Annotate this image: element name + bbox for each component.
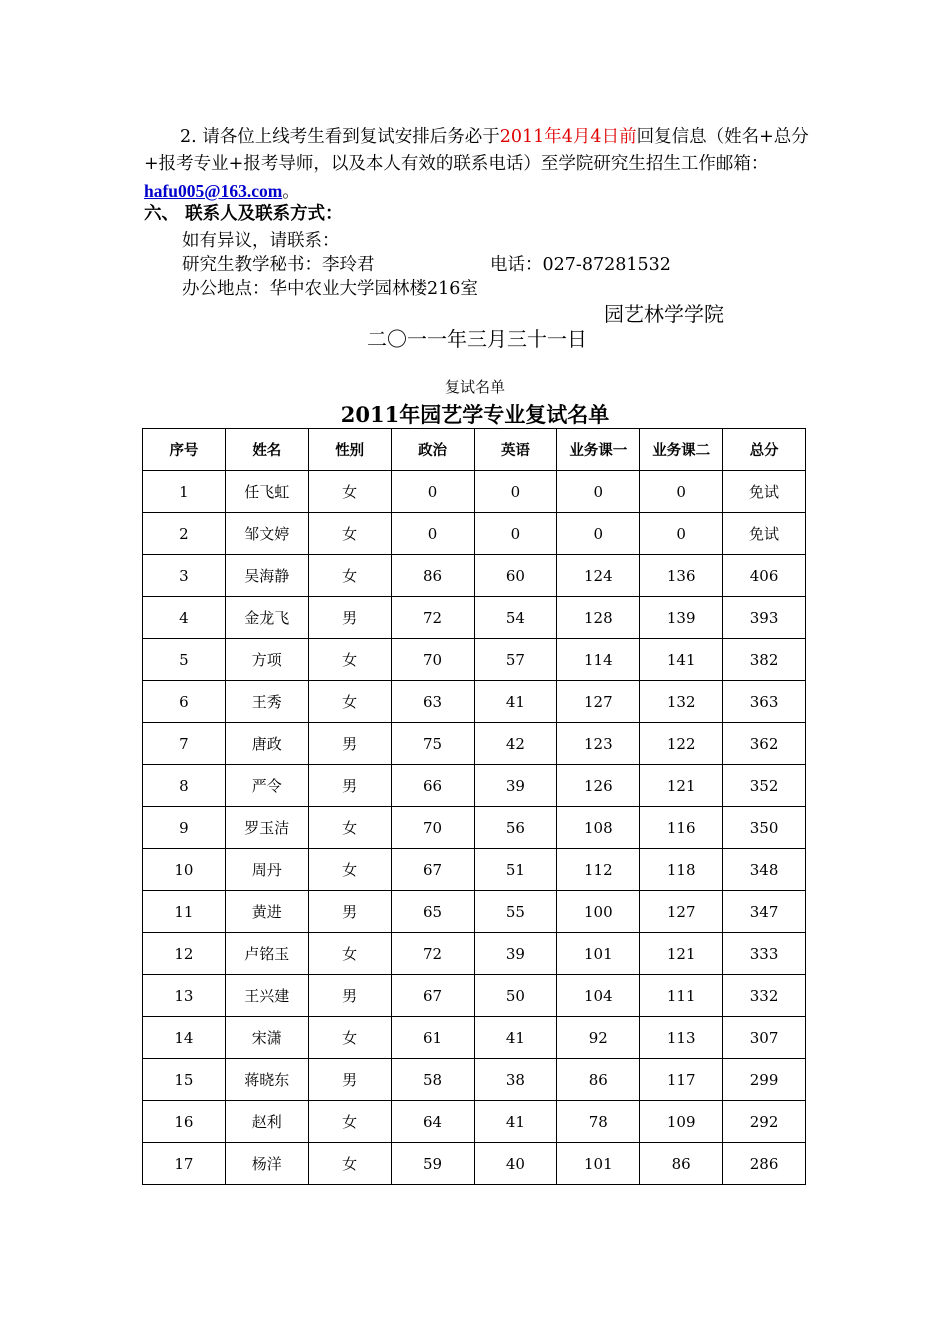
table-row [143,1059,806,1101]
name-cell: 卢铭玉 [225,933,308,975]
english-cell: 56 [474,807,557,849]
table-row [143,807,806,849]
col-header-politics: 政治 [391,429,474,471]
gender-cell: 女 [308,1017,391,1059]
politics-cell: 67 [391,849,474,891]
course2-cell: 122 [640,723,723,765]
english-cell: 51 [474,849,557,891]
table-row [143,681,806,723]
name-cell: 方项 [225,639,308,681]
course1-cell: 123 [557,723,640,765]
course1-cell: 86 [557,1059,640,1101]
roster-table [142,428,806,1185]
english-cell: 39 [474,933,557,975]
course2-cell: 127 [640,891,723,933]
course1-cell: 124 [557,555,640,597]
total-cell: 362 [723,723,806,765]
english-cell: 42 [474,723,557,765]
politics-cell: 58 [391,1059,474,1101]
gender-cell: 女 [308,849,391,891]
header-row [143,429,806,471]
course1-cell: 92 [557,1017,640,1059]
table-row [143,639,806,681]
contact-heading: 六、 联系人及联系方式： [144,204,343,224]
course1-cell: 101 [557,933,640,975]
politics-cell: 86 [391,555,474,597]
total-cell: 382 [723,639,806,681]
total-cell: 免试 [723,471,806,513]
politics-cell: 64 [391,1101,474,1143]
name-cell: 吴海静 [225,555,308,597]
total-cell: 333 [723,933,806,975]
course2-cell: 0 [640,471,723,513]
gender-cell: 女 [308,471,391,513]
politics-cell: 59 [391,1143,474,1185]
list-title: 2011年园艺学专业复试名单 [340,402,610,427]
col-header-course1: 业务课一 [557,429,640,471]
notice-text-prefix: 2. 请各位上线考生看到复试安排后务必于 [180,127,500,147]
course2-cell: 117 [640,1059,723,1101]
seq-cell: 8 [143,765,226,807]
seq-cell: 7 [143,723,226,765]
office-location: 办公地点：华中农业大学园林楼216室 [182,279,478,299]
gender-cell: 男 [308,765,391,807]
course2-cell: 136 [640,555,723,597]
politics-cell: 0 [391,471,474,513]
name-cell: 杨洋 [225,1143,308,1185]
email-link[interactable]: hafu005@163.com [144,181,283,201]
course2-cell: 109 [640,1101,723,1143]
college-name: 园艺林学学院 [604,302,724,326]
english-cell: 39 [474,765,557,807]
english-cell: 0 [474,471,557,513]
name-cell: 邹文婷 [225,513,308,555]
table-row [143,1017,806,1059]
gender-cell: 女 [308,933,391,975]
notice-text-suffix: 回复信息（姓名+总分+报考专业+报考导师，以及本人有效的联系电话）至学院研究生招生工作邮箱： [144,127,809,174]
seq-cell: 6 [143,681,226,723]
table-row [143,1101,806,1143]
seq-cell: 15 [143,1059,226,1101]
politics-cell: 70 [391,807,474,849]
english-cell: 50 [474,975,557,1017]
table-row [143,765,806,807]
politics-cell: 72 [391,597,474,639]
course2-cell: 121 [640,933,723,975]
gender-cell: 女 [308,639,391,681]
seq-cell: 2 [143,513,226,555]
name-cell: 周丹 [225,849,308,891]
gender-cell: 男 [308,597,391,639]
name-cell: 王秀 [225,681,308,723]
total-cell: 363 [723,681,806,723]
seq-cell: 9 [143,807,226,849]
politics-cell: 67 [391,975,474,1017]
name-cell: 蒋晓东 [225,1059,308,1101]
table-row [143,597,806,639]
col-header-name: 姓名 [225,429,308,471]
table-row [143,1143,806,1185]
gender-cell: 女 [308,555,391,597]
english-cell: 0 [474,513,557,555]
total-cell: 393 [723,597,806,639]
english-cell: 41 [474,1017,557,1059]
col-header-gender: 性别 [308,429,391,471]
course2-cell: 116 [640,807,723,849]
course1-cell: 127 [557,681,640,723]
course2-cell: 141 [640,639,723,681]
name-cell: 赵利 [225,1101,308,1143]
gender-cell: 男 [308,891,391,933]
course2-cell: 118 [640,849,723,891]
course2-cell: 0 [640,513,723,555]
seq-cell: 13 [143,975,226,1017]
list-subtitle: 复试名单 [444,378,505,396]
table-row [143,891,806,933]
course1-cell: 112 [557,849,640,891]
notice-paragraph [144,124,810,206]
politics-cell: 75 [391,723,474,765]
seq-cell: 17 [143,1143,226,1185]
seq-cell: 5 [143,639,226,681]
name-cell: 黄进 [225,891,308,933]
table-row [143,471,806,513]
seq-cell: 11 [143,891,226,933]
seq-cell: 4 [143,597,226,639]
course1-cell: 114 [557,639,640,681]
course1-cell: 100 [557,891,640,933]
english-cell: 38 [474,1059,557,1101]
course1-cell: 126 [557,765,640,807]
gender-cell: 男 [308,1059,391,1101]
contact-intro: 如有异议，请联系： [182,231,340,251]
total-cell: 348 [723,849,806,891]
course1-cell: 108 [557,807,640,849]
gender-cell: 男 [308,975,391,1017]
total-cell: 350 [723,807,806,849]
politics-cell: 66 [391,765,474,807]
table-row [143,513,806,555]
gender-cell: 女 [308,681,391,723]
name-cell: 罗玉洁 [225,807,308,849]
seq-cell: 3 [143,555,226,597]
notice-text-end: 。 [282,182,300,202]
name-cell: 严令 [225,765,308,807]
english-cell: 54 [474,597,557,639]
secretary-name: 研究生教学秘书：李玲君 [182,255,375,275]
table-row [143,849,806,891]
seq-cell: 1 [143,471,226,513]
english-cell: 57 [474,639,557,681]
total-cell: 免试 [723,513,806,555]
total-cell: 347 [723,891,806,933]
seq-cell: 16 [143,1101,226,1143]
table-row [143,723,806,765]
english-cell: 60 [474,555,557,597]
course1-cell: 104 [557,975,640,1017]
total-cell: 286 [723,1143,806,1185]
politics-cell: 0 [391,513,474,555]
seq-cell: 12 [143,933,226,975]
signature-date: 二〇一一年三月三十一日 [367,327,587,351]
table-row [143,975,806,1017]
name-cell: 任飞虹 [225,471,308,513]
col-header-english: 英语 [474,429,557,471]
gender-cell: 女 [308,807,391,849]
total-cell: 307 [723,1017,806,1059]
politics-cell: 61 [391,1017,474,1059]
seq-cell: 10 [143,849,226,891]
total-cell: 352 [723,765,806,807]
col-header-course2: 业务课二 [640,429,723,471]
total-cell: 332 [723,975,806,1017]
col-header-seq: 序号 [143,429,226,471]
course1-cell: 101 [557,1143,640,1185]
course2-cell: 86 [640,1143,723,1185]
deadline-text: 2011年4月4日前 [499,127,637,147]
total-cell: 406 [723,555,806,597]
politics-cell: 65 [391,891,474,933]
course1-cell: 0 [557,513,640,555]
course1-cell: 0 [557,471,640,513]
gender-cell: 女 [308,513,391,555]
name-cell: 宋潇 [225,1017,308,1059]
gender-cell: 男 [308,723,391,765]
course2-cell: 111 [640,975,723,1017]
total-cell: 292 [723,1101,806,1143]
table-row [143,933,806,975]
course2-cell: 132 [640,681,723,723]
gender-cell: 女 [308,1101,391,1143]
gender-cell: 女 [308,1143,391,1185]
course1-cell: 128 [557,597,640,639]
english-cell: 41 [474,681,557,723]
course1-cell: 78 [557,1101,640,1143]
name-cell: 王兴建 [225,975,308,1017]
name-cell: 金龙飞 [225,597,308,639]
roster-body [143,471,806,1185]
seq-cell: 14 [143,1017,226,1059]
contact-phone: 电话：027-87281532 [490,255,671,275]
name-cell: 唐政 [225,723,308,765]
politics-cell: 63 [391,681,474,723]
table-row [143,555,806,597]
english-cell: 55 [474,891,557,933]
politics-cell: 70 [391,639,474,681]
col-header-total: 总分 [723,429,806,471]
course2-cell: 113 [640,1017,723,1059]
english-cell: 40 [474,1143,557,1185]
course2-cell: 121 [640,765,723,807]
politics-cell: 72 [391,933,474,975]
course2-cell: 139 [640,597,723,639]
total-cell: 299 [723,1059,806,1101]
english-cell: 41 [474,1101,557,1143]
